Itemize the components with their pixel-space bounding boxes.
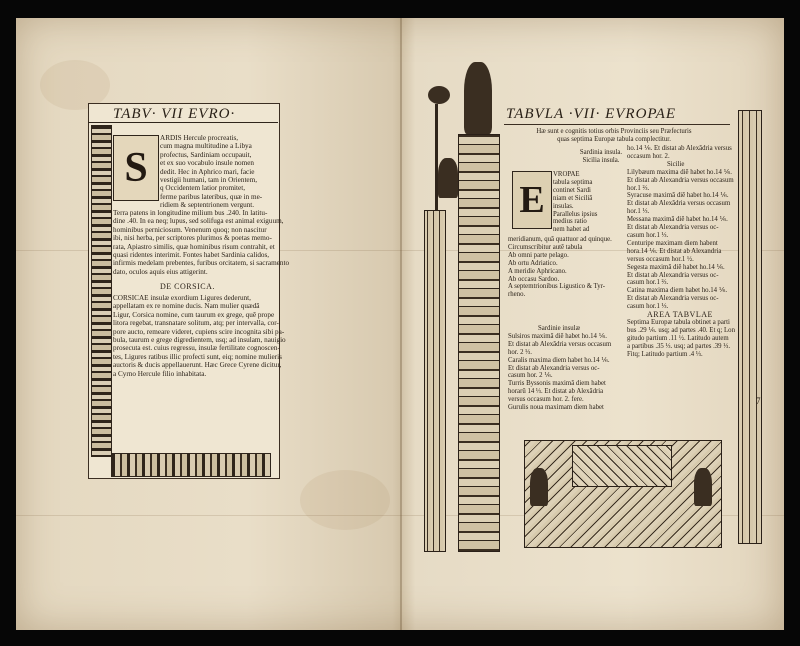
circumscription-text [508,236,612,299]
tabula-intro [524,128,704,144]
paper-stain [300,470,390,530]
text-line: dato, oculos aquis eius attigerint. [113,267,208,276]
text-line: meridianum, quā quattuor ad quinque. [508,236,612,243]
text-line: prosecuta est. cuius regressu, insulæ fertilitate cognoscen- [113,344,280,353]
text-line: occasum hor. 2. [627,152,670,160]
text-line: Ab occasu Sardoo. [508,275,560,283]
text-line: dedit. Hec in Aphrico mari, facie [160,167,255,176]
text-line: Gurulis noua maximam diem habet [508,404,604,412]
text-line: Sicilia insula. [582,156,620,164]
text-line: hor. 2 ⅓. [508,348,532,356]
text-line: versus occasum hor. 2. fere. [508,396,584,404]
text-line: profectus, Sardiniam occupauit, [160,150,252,159]
sardinia-body-text [113,209,289,276]
text-line: q Occidentem latior promitet, [160,184,246,193]
text-line: Turris Byssonis maximā diem habet [508,380,606,388]
decorated-initial-e: E [512,171,552,229]
text-line: Et distat ab Alexandria versus occasum [627,176,734,184]
text-line: quasi ridentes interimit. Fontes habet Sardinia calidos, [113,251,270,260]
text-line: casum hor.1 ⅓. [627,303,669,311]
area-heading: AREA TABVLAE [647,310,713,320]
text-line: infirmis medelam prebentes, furibus orcitatem, si sacramento [113,259,290,268]
text-line: medius ratio [553,218,587,226]
text-line: cum magna multitudine a Libya [160,142,252,151]
text-line: gitudo partium .11 ½. Latitudo autem [627,334,729,342]
text-line: Et distat ab Alexandria versus oc- [508,364,600,372]
seated-figure [438,158,458,198]
text-line: Sardinia insula. [579,149,623,156]
text-line: casum hor. 2 ⅙. [508,372,553,380]
text-line: Hæ sunt e cognitis totius orbis Provinciis seu Præfecturis [536,128,692,135]
text-line: ridiem & septentrionem vergunt. [160,201,255,210]
text-line: vestigii humani, tam in Orientem, [160,176,258,185]
torch-flame [428,86,450,104]
text-line: Sardinie insulæ [538,325,581,332]
text-line: insulas. [553,202,574,210]
text-line: a partibus .35 ⅓. usq; ad partes .39 ⅓. [627,342,731,350]
text-line: ferme paribus lateribus, quæ in me- [160,192,263,201]
woodcut-column-left [424,210,446,552]
left-page-title: TABV· VII EVRO· [113,106,236,122]
woodcut-column-right [738,110,762,544]
text-line: pore aucto, remeare videret, cupiens scire incognita sibi pa- [113,327,285,336]
text-line: ibi, nisi herba, per scriptores plurimos & poetas memo- [113,234,272,243]
woodcut-column-ornate [458,134,500,552]
decorated-initial-s: S [113,135,159,201]
text-line: tabula septima [553,178,593,186]
text-line: Centuripe maximam diem habent [627,239,718,247]
text-line: VROPAE [553,171,580,178]
text-line: Messana maximā diē habet ho.14 ⅙. [627,216,728,224]
text-line: Sulsiros maximā diē habet ho.14 ⅙. [508,332,607,340]
title-rule [504,124,730,125]
sicily-cities-text [627,145,735,358]
text-line: dine .40. In ea neq; lupus, sed solifuga est animal exiguum, [113,217,284,226]
text-line: hominibus perniciosum. Venenum quoq; non nascitur [113,225,267,234]
text-line: versus occasum hor.1 ½. [627,255,694,263]
text-line: rata, Apiastro similis, quæ hominibus risum contrahit, et [113,242,275,251]
text-line: Parallelus ipsius [553,210,598,218]
text-line: Circumscribitur autē tabula [508,243,583,251]
text-line: Ligur, Corsica nomine, cum taurum ex grege, quē prope [113,310,275,319]
text-line: ARDIS Hercule procreatis, [160,134,239,142]
text-line: bus .29 ⅙. usq; ad partes .40. Et q; Lon [627,326,735,334]
text-line: CORSICAE insulæ exordium Ligures dederunt, [113,294,251,302]
sardinia-cities-text [508,325,611,412]
text-line: Septima Europæ tabula obtinet a parti [627,318,730,326]
text-line: quas septima Europæ tabula complectitur. [557,135,671,143]
text-line: auctoris & ducis appellauerunt. Hæc Grece Cyrene dicitur, [113,361,282,370]
text-line: Et distat ab Alexādria versus occasum [508,340,612,348]
text-line: Sicilie [667,160,685,168]
text-line: Fitq; Latitudo partium .4 ⅓. [627,350,703,358]
text-line: Segesta maximā diē habet ho.14 ⅙. [627,263,725,271]
text-line: litora regebat, transnatare solitum, atq; per intervalla, cor- [113,319,279,328]
text-line: Catina maxima diem habet ho.14 ⅙. [627,287,728,295]
fountain-top-ornament [572,445,672,487]
text-line: A septemtrionibus Ligustico & Tyr- [508,283,606,291]
sardinia-intro-text [160,134,262,210]
center-fold [400,18,402,630]
ornamental-border-bottom [111,453,271,477]
text-line: Caralis maxima diem habet ho.14 ⅙. [508,356,610,364]
text-line: hor.1 ⅓. [627,208,650,216]
text-line: Et distat ab Alexādria versus occasum [627,200,731,208]
text-line: bula, taurum e grege digredientem, usq; ad insulam, nauigio [113,336,286,345]
text-line: nem habet ad [553,226,590,234]
text-line: niam et Siciliā [553,194,593,202]
text-line: hor.1 ⅔. [627,184,650,192]
text-line: Ab omni parte pelago. [508,251,569,259]
text-line: Syracuse maximā diē habet ho.14 ⅙. [627,192,729,200]
text-line: Et distat ab Alexandria versus oc- [627,224,719,232]
corsica-heading: DE CORSICA. [160,282,215,291]
right-page-title: TABVLA ·VII· EVROPAE [506,106,676,122]
text-line: rheno. [508,291,526,299]
putto-figure-left [530,468,548,506]
text-line: Lilybæum maxima diē habet ho.14 ⅙. [627,168,732,176]
text-line: hora.14 ⅙. Et distat ab Alexandria [627,247,722,255]
text-line: casum hor.1 ⅔. [627,279,669,287]
putto-figure-right [694,468,712,506]
text-line: appellatam ex re nomine ducis. Nam mulier quædā [113,302,260,311]
text-line: Terra patens in longitudine milium bus .240. In latitu- [113,209,268,217]
text-line: Et distat ab Alexandria versus oc- [627,271,719,279]
text-line: casum hor.1 ⅓. [627,231,669,239]
text-line: ho.14 ⅙. Et distat ab Alexādria versus [627,145,732,152]
text-line: tes, Ligures ratibus illic profecti sunt, eiq; nomine mulieris [113,352,282,361]
ornamental-border-left [91,125,112,457]
tabula-description [553,171,597,234]
text-line: continet Sardi [553,186,591,194]
corsica-body-text [113,294,286,378]
text-line: Ab ortu Adriatico. [508,259,558,267]
islands-list [566,149,636,165]
text-line: Et distat ab Alexandria versus oc- [627,295,719,303]
text-line: a Cyrno Hercule filio inhabitata. [113,369,207,378]
page-number: 7 [756,396,761,406]
text-line: et ex suo vocabulo insule nomen [160,159,255,168]
text-line: horarū 14 ⅓. Et distat ab Alexādria [508,388,604,396]
text-line: A meridie Aphricano. [508,267,567,275]
warrior-statue-figure [464,62,492,134]
